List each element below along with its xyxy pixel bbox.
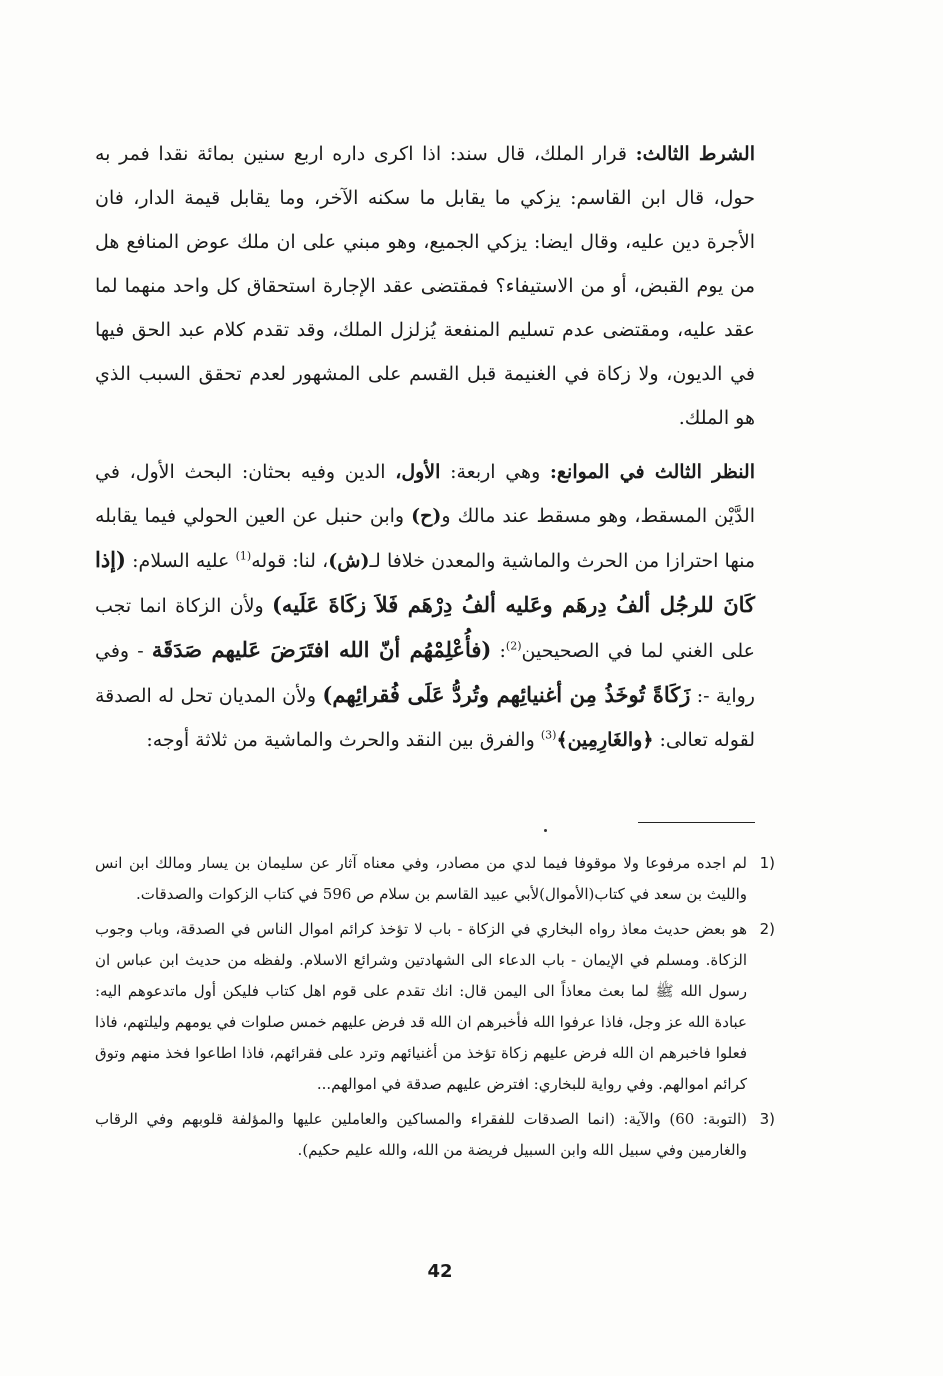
text-segment: ولأن الزكاة انما تجب على الغني لما في الصحيحين bbox=[95, 595, 755, 662]
first-impediment-label: الأول، bbox=[395, 461, 441, 483]
hadith-quote-1: (إذا كَانَ للرجُل ألفُ دِرهَم وعَليه ألفُ دِرْهَم فَلاَ زكَاةَ عَلَيه) bbox=[95, 547, 756, 617]
footnote-number: 3) bbox=[759, 1110, 775, 1128]
text-segment: الدين وفيه بحثان: البحث الأول، في الدَّيْن المسقط، وهو مسقط عند مالك و bbox=[95, 461, 755, 527]
text-segment: - وفي رواية -: bbox=[95, 640, 755, 707]
paragraph-impediments bbox=[95, 450, 755, 762]
abbrev-hanafi: (ح) bbox=[411, 505, 442, 527]
text-segment: وابن حنبل عن العين الحولي فيما يقابله منها احترازا من الحرث والماشية والمعدن خلافا لـ bbox=[95, 505, 755, 572]
main-text bbox=[95, 132, 755, 772]
print-speck bbox=[544, 829, 547, 832]
footnote-ref-3[interactable]: (3) bbox=[540, 728, 557, 742]
footnotes bbox=[95, 848, 775, 1170]
hadith-quote-2b: زَكَاةً تُوخَذُ مِن أغنيائِهم وتُردُّ عَلَى فُقرائِهم) bbox=[322, 682, 691, 707]
footnote-text: هو بعض حديث معاذ رواه البخاري في الزكاة - باب لا تؤخذ كرائم اموال الناس في الصدقة، وباب وجوب الزكاة. ومسلم في الإيمان - باب الدعاء الى الشهادتين وشرائع الاسلام. ولفظه من حديث ابن عباس ان رسول الله ﷺ لما بعث معاذاً الى اليمن قال: انك تقدم على قوم اهل كتاب فليكن أول ماتدعوهم اليه: عبادة الله عز وجل، فاذا عرفوا الله فأخبرهم ان الله قد فرض عليهم خمس صلوات في يومهم وليلتهم، فاذا فعلوا فاخبرهم ان الله فرض عليهم زكاة تؤخذ من أغنيائهم وترد على فقرائهم، فاذا اطاعوا فخذ منهم وتوق كرائم اموالهم. وفي رواية للبخاري: افترض عليهم صدقة في اموالهم... bbox=[95, 920, 747, 1093]
footnote-ref-2[interactable]: (2) bbox=[505, 639, 522, 653]
hadith-quote-2a: (فأُعْلِمْهُم أنّ الله افتَرَضَ عَليهم صَدَقَة bbox=[151, 637, 492, 662]
text-segment: والفرق بين النقد والحرث والماشية من ثلاثة أوجه: bbox=[146, 729, 541, 751]
heading-condition-three: الشرط الثالث: bbox=[635, 143, 755, 165]
heading-impediments: النظر الثالث في الموانع: bbox=[549, 461, 755, 483]
footnote-2 bbox=[95, 914, 775, 1100]
footnote-ref-1[interactable]: (1) bbox=[235, 549, 252, 563]
paragraph-text: قرار الملك، قال سند: اذا اكرى داره اربع سنين بمائة نقدا فمر به حول، قال ابن القاسم: يزكي ما يقابل ما سكنه الآخر، وما يقابل قيمة الدار، فان الأجرة دين عليه، وقال ايضا: يزكي الجميع، وهو مبني على ان ملك عوض المنافع هل من يوم القبض، أو من الاستيفاء؟ فمقتضى عقد الإجارة استحقاق كل واحد منهما لما عقد عليه، ومقتضى عدم تسليم المنفعة يُزلزل الملك، وقد تقدم كلام عبد الحق فيها في الديون، ولا زكاة في الغنيمة قبل القسم على المشهور لعدم تحقق السبب الذي هو الملك. bbox=[95, 143, 755, 429]
text-segment: وهي اربعة: bbox=[440, 461, 550, 483]
footnote-3 bbox=[95, 1104, 775, 1166]
footnote-number: 1) bbox=[759, 854, 775, 872]
text-segment: عليه السلام: bbox=[125, 550, 236, 572]
page-number: 42 bbox=[427, 1261, 453, 1282]
footnote-separator bbox=[638, 822, 755, 823]
footnote-text: (التوبة: 60) والآية: (انما الصدقات للفقراء والمساكين والعاملين عليها والمؤلفة قلوبهم وفي الرقاب والغارمين وفي سبيل الله وابن السبيل فريضة من الله، والله عليم حكيم). bbox=[95, 1110, 748, 1159]
footnote-1 bbox=[95, 848, 775, 910]
quran-quote: ﴿والغَارِمِين﴾ bbox=[556, 729, 654, 751]
footnote-number: 2) bbox=[759, 920, 775, 938]
text-segment: ولأن المديان تحل له الصدقة لقوله تعالى: bbox=[95, 685, 755, 751]
abbrev-shafii: (ش) bbox=[328, 550, 370, 572]
text-segment: : bbox=[491, 640, 506, 662]
paragraph-condition-three bbox=[95, 132, 755, 440]
footnote-text: لم اجده مرفوعا ولا موقوفا فيما لدي من مصادر، وفي معناه آثار عن سليمان بن يسار ومالك ابن انس والليث بن سعد في كتاب(الأموال)لأبي عبيد القاسم بن سلام ص 596 في كتاب الزكوات والصدقات. bbox=[95, 854, 747, 903]
text-segment: ، لنا: قوله bbox=[251, 550, 329, 572]
